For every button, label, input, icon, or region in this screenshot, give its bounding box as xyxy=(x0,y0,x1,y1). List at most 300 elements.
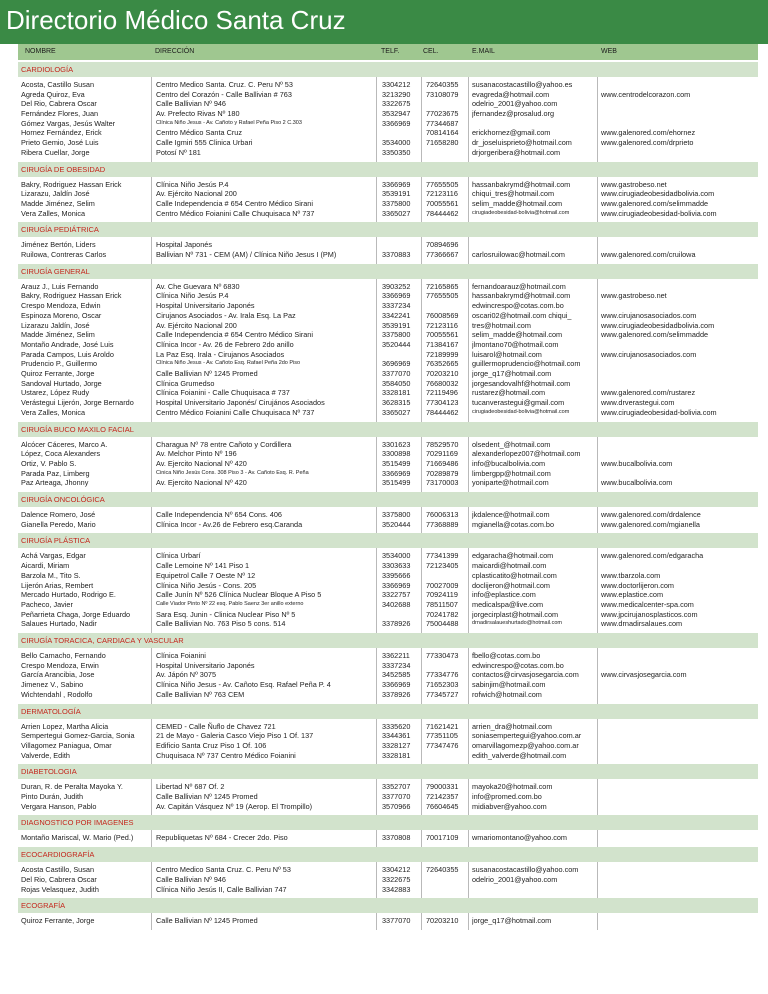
section-body xyxy=(18,719,758,765)
cell-name: Verástegui Lijerón, Jorge Bernardo xyxy=(21,398,134,408)
section-body xyxy=(18,779,758,815)
cell-email[interactable]: carlosruilowac@hotmail.com xyxy=(472,250,565,260)
cell-phone: 3328181 xyxy=(382,388,411,398)
cell-address: Edificio Santa Cruz Piso 1 Of. 106 xyxy=(156,740,267,750)
cell-email[interactable]: arrien_dra@hotmail.com xyxy=(472,721,553,731)
column-divider xyxy=(376,779,377,815)
section xyxy=(18,422,758,493)
cell-address: Hospital Universitario Japonés xyxy=(156,301,255,311)
cell-address: Av. Che Guevara Nº 6830 xyxy=(156,281,240,291)
cell-name: Ruilowa, Contreras Carlos xyxy=(21,250,107,260)
column-web xyxy=(601,240,757,259)
cell-email[interactable]: drjorgeribera@hotmail.com xyxy=(472,147,561,157)
cell-address: CEMED - Calle Ñuflo de Chavez 721 xyxy=(156,721,276,731)
cell-email[interactable]: jorgecirplast@hotmail.com xyxy=(472,609,559,619)
cell-web[interactable]: www.bucalbolivia.com xyxy=(601,458,673,468)
section-body xyxy=(18,279,758,422)
cell-cell: 71621421 xyxy=(426,721,459,731)
cell-email[interactable]: info@eplastice.com xyxy=(472,590,536,600)
cell-address: Chuquisaca Nº 737 Centro Médico Foianini xyxy=(156,750,296,760)
cell-phone: 3903252 xyxy=(382,281,411,291)
column-phone xyxy=(382,782,420,811)
cell-email[interactable]: luisarol@hotmail.com xyxy=(472,349,542,359)
cell-name: Prieto Gemio, José Luis xyxy=(21,138,99,148)
section-title: CIRUGÍA ONCOLÓGICA xyxy=(18,492,758,507)
section xyxy=(18,162,758,223)
cell-name: Lizarazu, Jaldín José xyxy=(21,189,90,199)
cell-email[interactable]: midiabver@yahoo.com xyxy=(472,801,547,811)
column-email xyxy=(472,440,597,488)
page-title: Directorio Médico Santa Cruz xyxy=(0,0,768,44)
cell-address: Av. Melchor Pinto Nº 196 xyxy=(156,449,237,459)
cell-web xyxy=(601,109,757,119)
column-web xyxy=(601,782,757,811)
cell-phone: 3375800 xyxy=(382,198,411,208)
cell-name: Madde Jiménez, Selim xyxy=(21,330,95,340)
cell-web xyxy=(601,885,757,895)
cell-address: Clínica Incor - Av.26 de Febrero esq.Caranda xyxy=(156,519,303,529)
cell-name: Del Rio, Cabrera Oscar xyxy=(21,874,97,884)
cell-phone: 3366969 xyxy=(382,179,411,189)
cell-web[interactable]: www.drnadirsalaues.com xyxy=(601,619,683,629)
column-divider xyxy=(421,507,422,533)
column-divider xyxy=(421,437,422,493)
cell-phone xyxy=(382,240,420,250)
cell-web[interactable]: www.cirvasjosegarcia.com xyxy=(601,670,687,680)
cell-web xyxy=(601,782,757,792)
cell-name: Pinto Durán, Judith xyxy=(21,792,84,802)
cell-name: Mercado Hurtado, Rodrigo E. xyxy=(21,590,116,600)
cell-address: Calle Ballivian Nº 1245 Promed xyxy=(156,792,258,802)
column-divider xyxy=(376,719,377,765)
cell-cell: 70291169 xyxy=(426,449,458,459)
cell-web[interactable]: www.galenored.com/cruilowa xyxy=(601,250,696,260)
cell-web[interactable]: www.galenored.com/mgianella xyxy=(601,519,700,529)
section-body xyxy=(18,237,758,263)
cell-web[interactable]: www.gastrobeso.net xyxy=(601,179,667,189)
cell-email[interactable]: odelrio_2001@yahoo.com xyxy=(472,874,558,884)
column-divider xyxy=(597,77,598,162)
cell-cell: 76008569 xyxy=(426,310,459,320)
column-divider xyxy=(376,913,377,930)
cell-phone: 3304212 xyxy=(382,865,411,875)
column-cell xyxy=(426,80,474,158)
column-name xyxy=(21,510,146,529)
cell-address: Hospital Japonés xyxy=(156,240,212,250)
cell-cell: 71652303 xyxy=(426,680,459,690)
cell-web[interactable]: www.centrodelcorazon.com xyxy=(601,89,691,99)
cell-address: 21 de Mayo - Galeria Casco Viejo Piso 1 Of. 137 xyxy=(156,731,314,741)
cell-email[interactable]: selim_madde@hotmail.com xyxy=(472,198,563,208)
cell-email[interactable]: wmariomontano@yahoo.com xyxy=(472,833,568,843)
column-cell xyxy=(426,282,474,418)
cell-cell: 77351105 xyxy=(426,731,458,741)
column-cell xyxy=(426,440,474,488)
cell-phone: 3539191 xyxy=(382,320,411,330)
cell-phone: 3366969 xyxy=(382,680,411,690)
cell-address: Cinica Niño Jesús Cons. 308 Piso 3 - Av. Cañoto Esq. R. Peña xyxy=(156,469,309,476)
cell-email[interactable]: yoniparte@hotmail.com xyxy=(472,478,549,488)
cell-phone: 3322675 xyxy=(382,874,411,884)
cell-email[interactable]: tucanverastegui@gmail.com xyxy=(472,398,565,408)
cell-email[interactable]: oscari02@hotmail.com chiqui_ xyxy=(472,310,572,320)
cell-address: Clínica Niño Jesús P.4 xyxy=(156,179,229,189)
cell-email[interactable]: jkdalence@hotmail.com xyxy=(472,510,550,520)
column-phone xyxy=(382,510,420,529)
cell-email[interactable]: tres@hotmail.com xyxy=(472,320,531,330)
cell-cell: 77304123 xyxy=(426,398,459,408)
section-title: CIRUGÍA PEDIÁTRICA xyxy=(18,222,758,237)
cell-email[interactable]: selim_madde@hotmail.com xyxy=(472,330,563,340)
cell-cell: 71658280 xyxy=(426,138,459,148)
cell-email[interactable]: hassanbakrymd@hotmail.com xyxy=(472,291,571,301)
column-web xyxy=(601,80,757,158)
cell-address: Calle Ballivian Nº 763 CEM xyxy=(156,689,245,699)
cell-web xyxy=(601,741,757,751)
cell-address: Calle Viador Pinto Nº 22 esq. Pablo Saenz 3er anillo externo xyxy=(156,600,304,607)
cell-name: Barzola M., Tito S. xyxy=(21,570,81,580)
cell-email[interactable]: mgianella@cotas.com.bo xyxy=(472,519,555,529)
cell-email[interactable]: dr_joseluisprieto@hotmail.com xyxy=(472,138,572,148)
cell-address: Clínica Urbarí xyxy=(156,551,201,561)
cell-web[interactable]: www.cirugiadeobesidad-bolivia.com xyxy=(601,407,717,417)
cell-phone: 3362211 xyxy=(382,651,410,661)
cell-cell: 77341399 xyxy=(426,551,459,561)
cell-name: Paz Arteaga, Jhonny xyxy=(21,478,89,488)
cell-cell: 77344687 xyxy=(426,118,459,128)
cell-address: Av. Ejército Nacional 200 xyxy=(156,189,237,199)
cell-web[interactable]: www.doctorlijeron.com xyxy=(601,580,674,590)
cell-address: Calle Ballivian Nº 946 xyxy=(156,99,226,109)
cell-email[interactable]: medicalspa@live.com xyxy=(472,599,544,609)
cell-address: Hospital Universitario Japonés/ Cirujános Asociados xyxy=(156,398,325,408)
cell-web[interactable]: www.galenored.com/edgaracha xyxy=(601,551,704,561)
cell-email[interactable]: evagreda@hotmail.com xyxy=(472,89,550,99)
column-phone xyxy=(382,651,420,699)
cell-phone: 3365027 xyxy=(382,407,411,417)
column-cell xyxy=(426,833,474,843)
cell-web[interactable]: www.galenored.com/selimmadde xyxy=(601,330,709,340)
cell-phone: 3344361 xyxy=(382,731,411,741)
cell-web[interactable]: www.cirugiadeobesidadbolivia.com xyxy=(601,320,715,330)
cell-phone: 3350350 xyxy=(382,147,411,157)
cell-web[interactable]: www.eplastice.com xyxy=(601,590,664,600)
cell-name: Jiménez Bertón, Liders xyxy=(21,240,96,250)
cell-email xyxy=(472,885,597,895)
column-divider xyxy=(376,648,377,704)
cell-web xyxy=(601,833,757,843)
cell-email[interactable]: alexanderlopez007@hotmail.com xyxy=(472,449,581,459)
cell-web[interactable]: www.galenored.com/drprieto xyxy=(601,138,694,148)
cell-cell: 77368889 xyxy=(426,519,459,529)
cell-email[interactable]: jfernandez@prosalud.org xyxy=(472,109,555,119)
cell-cell: 72165865 xyxy=(426,281,459,291)
section xyxy=(18,815,758,847)
cell-name: Acosta Castillo, Susan xyxy=(21,865,95,875)
cell-cell: 78444462 xyxy=(426,407,459,417)
cell-phone: 3375800 xyxy=(382,330,411,340)
cell-email[interactable]: guillermoprudencio@hotmail.com xyxy=(472,359,581,369)
section-body xyxy=(18,648,758,704)
column-address xyxy=(156,440,372,488)
cell-name: Fernández Flores, Juan xyxy=(21,109,99,119)
cell-email[interactable]: jorge_q17@hotmail.com xyxy=(472,916,552,926)
cell-email[interactable]: limbergpp@hotmail.com xyxy=(472,468,551,478)
cell-email[interactable]: jorgesandovalhf@hotmail.com xyxy=(472,378,571,388)
cell-email[interactable]: erickhornez@gmail.com xyxy=(472,128,551,138)
cell-cell: 70894696 xyxy=(426,240,459,250)
column-phone xyxy=(382,833,420,843)
column-address xyxy=(156,282,372,418)
cell-name: Del Rio, Cabrera Oscar xyxy=(21,99,97,109)
cell-phone: 3328127 xyxy=(382,740,411,750)
cell-cell: 70289879 xyxy=(426,468,459,478)
cell-phone: 3395666 xyxy=(382,570,411,580)
cell-name: Rojas Velasquez, Judith xyxy=(21,884,99,894)
cell-web xyxy=(601,379,757,389)
section xyxy=(18,704,758,765)
cell-email[interactable]: chiqui_tres@hotmail.com xyxy=(472,189,555,199)
section xyxy=(18,847,758,898)
column-address xyxy=(156,833,372,843)
column-divider xyxy=(597,507,598,533)
cell-email[interactable]: fernandoarauz@hotmail.com xyxy=(472,281,566,291)
cell-phone: 3300898 xyxy=(382,449,411,459)
cell-email[interactable]: cirugiadeobesidad-bolivia@hotmail.com xyxy=(472,209,570,216)
cell-web xyxy=(601,148,757,158)
cell-cell: 70203210 xyxy=(426,916,459,926)
column-divider xyxy=(151,719,152,765)
column-divider xyxy=(421,779,422,815)
cell-phone: 3515499 xyxy=(382,478,411,488)
cell-cell: 78511507 xyxy=(426,599,458,609)
cell-name: Lizarazu Jaldín, José xyxy=(21,320,90,330)
cell-cell: 77655505 xyxy=(426,179,459,189)
section-title: ECOCARDIOGRAFÍA xyxy=(18,847,758,862)
column-name xyxy=(21,916,146,926)
cell-address: Av. Jápón Nº 3075 xyxy=(156,670,216,680)
cell-web[interactable]: www.cirujanosasociados.com xyxy=(601,310,697,320)
cell-address: Clínica Foianini - Calle Chuquisaca # 737 xyxy=(156,388,290,398)
cell-web xyxy=(601,301,757,311)
cell-email[interactable]: fbello@cotas.com.bo xyxy=(472,651,541,661)
section xyxy=(18,633,758,704)
section xyxy=(18,898,758,930)
cell-name: Montaño Mariscal, W. Mario (Ped.) xyxy=(21,833,134,843)
cell-web[interactable]: www.galenored.com/drdalence xyxy=(601,510,701,520)
cell-name: Ustarez, López Rudy xyxy=(21,388,90,398)
cell-web xyxy=(601,240,757,250)
column-phone xyxy=(382,282,420,418)
cell-name: Espinoza Moreno, Oscar xyxy=(21,310,102,320)
cell-address: Av. Ejercito Nacional Nº 420 xyxy=(156,458,247,468)
cell-phone: 3303633 xyxy=(382,561,411,571)
column-divider xyxy=(421,719,422,765)
column-divider xyxy=(421,77,422,162)
cell-web xyxy=(601,792,757,802)
cell-email[interactable]: info@promed.com.bo xyxy=(472,792,542,802)
cell-email[interactable]: sabinjim@hotmail.com xyxy=(472,680,546,690)
column-divider xyxy=(421,913,422,930)
cell-email[interactable]: cplasticatito@hotmail.com xyxy=(472,570,557,580)
cell-web[interactable]: www.jpcirujanosplasticos.com xyxy=(601,609,698,619)
column-name xyxy=(21,240,146,259)
cell-web[interactable]: www.cirugiadeobesidadbolivia.com xyxy=(601,189,715,199)
column-divider xyxy=(421,237,422,263)
cell-email[interactable]: contactos@cirvasjosegarcia.com xyxy=(472,670,579,680)
cell-email[interactable]: rofwich@hotmail.com xyxy=(472,689,542,699)
cell-phone: 3342241 xyxy=(382,310,411,320)
cell-web[interactable]: www.galenored.com/ehornez xyxy=(601,128,696,138)
column-divider xyxy=(151,177,152,223)
cell-web[interactable]: www.galenored.com/rustarez xyxy=(601,388,696,398)
cell-web[interactable]: www.cirugiadeobesidad-bolivia.com xyxy=(601,208,717,218)
column-web xyxy=(601,551,757,629)
column-email xyxy=(472,782,597,811)
column-web xyxy=(601,440,757,488)
cell-web[interactable]: www.drverastegui.com xyxy=(601,398,675,408)
column-email xyxy=(472,916,597,926)
cell-address: Ballivian Nº 731 - CEM (AM) / Clínica Niño Jesus I (PM) xyxy=(156,250,337,260)
cell-web[interactable]: www.galenored.com/selimmadde xyxy=(601,198,709,208)
section-body xyxy=(18,177,758,223)
cell-email[interactable]: mayoka20@hotmail.com xyxy=(472,782,553,792)
column-header-email: E.MAIL xyxy=(472,48,495,55)
cell-web xyxy=(601,731,757,741)
cell-name: Agreda Quiroz, Eva xyxy=(21,89,85,99)
column-address xyxy=(156,551,372,629)
column-email xyxy=(472,551,597,629)
column-email xyxy=(472,510,597,529)
section xyxy=(18,264,758,422)
cell-web xyxy=(601,680,757,690)
column-phone xyxy=(382,440,420,488)
column-divider xyxy=(421,177,422,223)
cell-name: Peñarrieta Chaga, Jorge Eduardo xyxy=(21,609,131,619)
cell-web[interactable]: www.tbarzola.com xyxy=(601,570,661,580)
cell-email[interactable]: drnadirsalaueshurtado@hotmail.com xyxy=(472,620,562,627)
cell-web xyxy=(601,651,757,661)
column-web xyxy=(601,651,757,699)
column-name xyxy=(21,722,146,761)
cell-email[interactable]: soniasempertegui@yahoo.com.ar xyxy=(472,731,582,741)
cell-address: Centro Médico Foianini Calle Chuquisaca Nº 737 xyxy=(156,208,315,218)
cell-cell: 77023675 xyxy=(426,109,459,119)
cell-cell: 76680032 xyxy=(426,378,459,388)
cell-email[interactable]: jlmontano70@hotmail.com xyxy=(472,339,559,349)
cell-email[interactable]: susanacostacastillo@yahoo.com xyxy=(472,865,579,875)
column-divider xyxy=(151,862,152,898)
cell-email[interactable]: rustarez@hotmail.com xyxy=(472,388,546,398)
cell-cell: 78529570 xyxy=(426,439,459,449)
cell-email[interactable]: info@bucalbolivia.com xyxy=(472,458,546,468)
column-phone xyxy=(382,916,420,926)
section xyxy=(18,492,758,533)
cell-email[interactable]: edith_valverde@hotmail.com xyxy=(472,750,567,760)
cell-email[interactable]: olsedent_@hotmail.com xyxy=(472,439,551,449)
column-cell xyxy=(426,180,474,219)
cell-phone: 3375800 xyxy=(382,510,411,520)
cell-email xyxy=(472,119,597,129)
cell-email[interactable]: jorge_q17@hotmail.com xyxy=(472,368,552,378)
cell-phone: 3301623 xyxy=(382,439,411,449)
cell-name: Ortiz, V. Pablo S. xyxy=(21,458,77,468)
cell-cell xyxy=(426,301,474,311)
cell-name: Montaño Andrade, José Luis xyxy=(21,339,114,349)
cell-web[interactable]: www.medicalcenter-spa.com xyxy=(601,599,694,609)
cell-address: Calle Ballivian No. 763 Piso 5 cons. 514 xyxy=(156,619,286,629)
cell-name: Parada Paz, Limberg xyxy=(21,468,90,478)
table-header xyxy=(18,44,758,60)
cell-phone: 3337234 xyxy=(382,301,411,311)
column-name xyxy=(21,865,146,894)
column-address xyxy=(156,651,372,699)
cell-phone: 3213290 xyxy=(382,89,411,99)
section-title: DIABETOLOGIA xyxy=(18,764,758,779)
cell-email[interactable]: susanacostacastillo@yahoo.es xyxy=(472,80,573,89)
cell-web xyxy=(601,369,757,379)
cell-name: Lijerón Arias, Rembert xyxy=(21,580,94,590)
cell-phone: 3342883 xyxy=(382,884,411,894)
cell-phone: 3377070 xyxy=(382,368,411,378)
column-divider xyxy=(151,279,152,422)
column-divider xyxy=(151,913,152,930)
section-body xyxy=(18,437,758,493)
section xyxy=(18,764,758,815)
cell-email[interactable]: edwincrespo@cotas.com.bo xyxy=(472,301,564,311)
cell-address: Calle Igmiri 555 Clinica Urbari xyxy=(156,138,253,148)
cell-web[interactable]: www.cirujanosasociados.com xyxy=(601,349,697,359)
column-name xyxy=(21,282,146,418)
column-cell xyxy=(426,651,474,699)
cell-email[interactable]: doclijeron@hotmail.com xyxy=(472,580,550,590)
section-title: CIRUGÍA PLÁSTICA xyxy=(18,533,758,548)
section-title: CIRUGÍA BUCO MAXILO FACIAL xyxy=(18,422,758,437)
cell-phone: 3628315 xyxy=(382,398,411,408)
cell-email[interactable]: maicardi@hotmail.com xyxy=(472,561,547,571)
cell-cell: 79000331 xyxy=(426,782,459,792)
cell-address: Centro Medico Santa Cruz. C. Peru Nº 53 xyxy=(156,865,291,875)
section-body xyxy=(18,77,758,162)
cell-web xyxy=(601,875,757,885)
cell-email[interactable]: hassanbakrymd@hotmail.com xyxy=(472,179,571,189)
cell-phone: 3377070 xyxy=(382,916,411,926)
cell-address: Potosí Nº 181 xyxy=(156,147,201,157)
cell-email[interactable]: edgaracha@hotmail.com xyxy=(472,551,554,561)
cell-cell: 70814164 xyxy=(426,128,459,138)
cell-email[interactable]: odelrio_2001@yahoo.com xyxy=(472,99,558,109)
cell-web[interactable]: www.bucalbolivia.com xyxy=(601,478,673,488)
cell-web xyxy=(601,440,757,450)
cell-phone: 3377070 xyxy=(382,792,411,802)
cell-web xyxy=(601,865,757,875)
column-email xyxy=(472,282,597,418)
cell-name: Jimenez V., Sabino xyxy=(21,680,84,690)
column-divider xyxy=(151,77,152,162)
cell-web xyxy=(601,661,757,671)
cell-phone: 3366969 xyxy=(382,468,411,478)
cell-email[interactable]: cirugiadeobesidad-bolivia@hotmail.com xyxy=(472,408,570,415)
cell-web[interactable]: www.gastrobeso.net xyxy=(601,291,667,301)
cell-cell: 70241782 xyxy=(426,609,459,619)
cell-web xyxy=(601,916,757,926)
section xyxy=(18,533,758,633)
section xyxy=(18,62,758,162)
cell-cell: 77347476 xyxy=(426,740,459,750)
section-title: CIRUGÍA DE OBESIDAD xyxy=(18,162,758,177)
cell-email[interactable]: edwincrespo@cotas.com.bo xyxy=(472,660,564,670)
cell-email[interactable]: omarvillagomezp@yahoo.com.ar xyxy=(472,740,579,750)
